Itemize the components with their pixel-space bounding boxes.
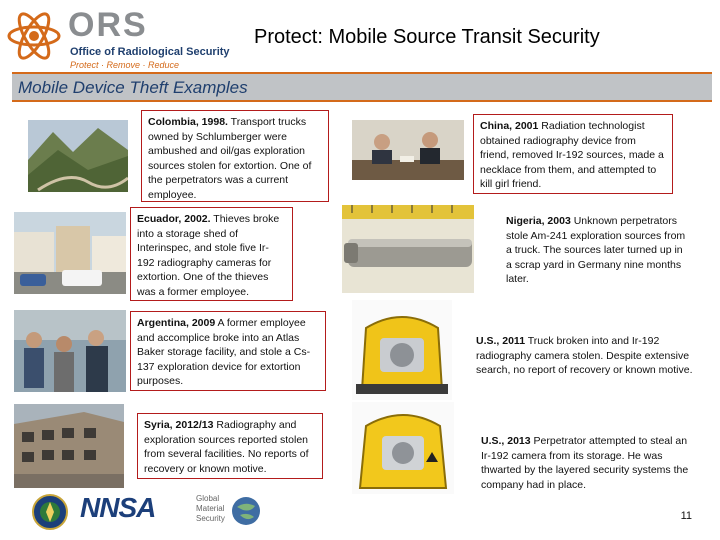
incident-text: Unknown perpetrators stole Am-241 exploration sources from a truck. The sources later turned up in a scrap yard in Germany nine months later. <box>506 215 686 285</box>
incident-text: Radiation technologist obtained radiography device from friend, removed Ir-192 sources, made a necklace from them, and attempted to kill girl friend. <box>480 120 664 190</box>
incident-text: A former employee and accomplice broke into an Atlas Baker storage facility, and stole a Cs-137 exploration device for extortion purposes. <box>137 317 311 387</box>
section-header-bar <box>12 72 712 102</box>
incident-place: Nigeria, 2003 <box>506 215 571 227</box>
incident-card-colombia <box>141 110 329 202</box>
incident-place: Ecuador, 2002. <box>137 213 211 225</box>
nigeria-source-tube-photo <box>342 205 474 293</box>
section-title: Mobile Device Theft Examples <box>18 78 248 97</box>
incident-card-ecuador <box>130 207 293 301</box>
incident-place: China, 2001 <box>480 120 539 132</box>
doe-seal-icon <box>32 494 68 530</box>
argentina-people-photo <box>14 310 126 392</box>
incident-place: Colombia, 1998. <box>148 116 228 128</box>
us-2013-camera-photo <box>352 402 454 494</box>
ecuador-street-photo <box>14 212 126 294</box>
china-meeting-photo <box>352 120 464 180</box>
incident-place: Argentina, 2009 <box>137 317 216 329</box>
incident-card-china <box>473 114 673 194</box>
gmsi-globe-icon <box>231 496 261 526</box>
incident-text: Transport trucks owned by Schlumberger were ambushed and oil/gas exploration sources stolen for extortion. One of the perpetrators was a current employee. <box>148 116 312 201</box>
us-2011-camera-photo <box>352 300 452 400</box>
nnsa-logo-text: NNSA <box>80 492 156 523</box>
footer-logos <box>10 490 260 532</box>
incident-text: Radiography and exploration sources reported stolen from several facilities. No reports of recovery or known motive. <box>144 419 309 475</box>
incident-text: Thieves broke into a storage shed of Interinspec, and stole five Ir-192 radiography cameras for extortion. One of the thieves was a former employee. <box>137 213 280 298</box>
incident-place: U.S., 2013 <box>481 435 531 447</box>
incident-place: U.S., 2011 <box>476 335 526 347</box>
logo-subtitle: Office of Radiological Security <box>70 46 230 58</box>
incident-card-syria <box>137 413 323 479</box>
logo-tagline: Protect · Remove · Reduce <box>70 60 180 70</box>
atom-logo-icon <box>6 8 62 64</box>
incident-card-argentina <box>130 311 326 391</box>
page-title: Protect: Mobile Source Transit Security <box>254 26 600 48</box>
syria-building-photo <box>14 404 124 488</box>
page-number: 11 <box>680 510 692 522</box>
incident-card-nigeria <box>500 210 696 290</box>
ors-logo <box>6 6 246 68</box>
incident-text: Perpetrator attempted to steal an Ir-192 camera from its storage. He was thwarted by the layered security systems the company had in place. <box>481 435 689 491</box>
gmsi-logo-text: Global Material Security <box>196 494 225 523</box>
incident-place: Syria, 2012/13 <box>144 419 214 431</box>
logo-title: ORS <box>68 6 148 44</box>
incident-card-us-2011 <box>470 330 714 380</box>
incident-card-us-2013 <box>475 430 695 496</box>
colombia-mountains-photo <box>28 120 128 192</box>
incident-text: Truck broken into and Ir-192 radiography camera stolen. Despite extensive search, no report of recovery or known motive. <box>476 335 693 376</box>
